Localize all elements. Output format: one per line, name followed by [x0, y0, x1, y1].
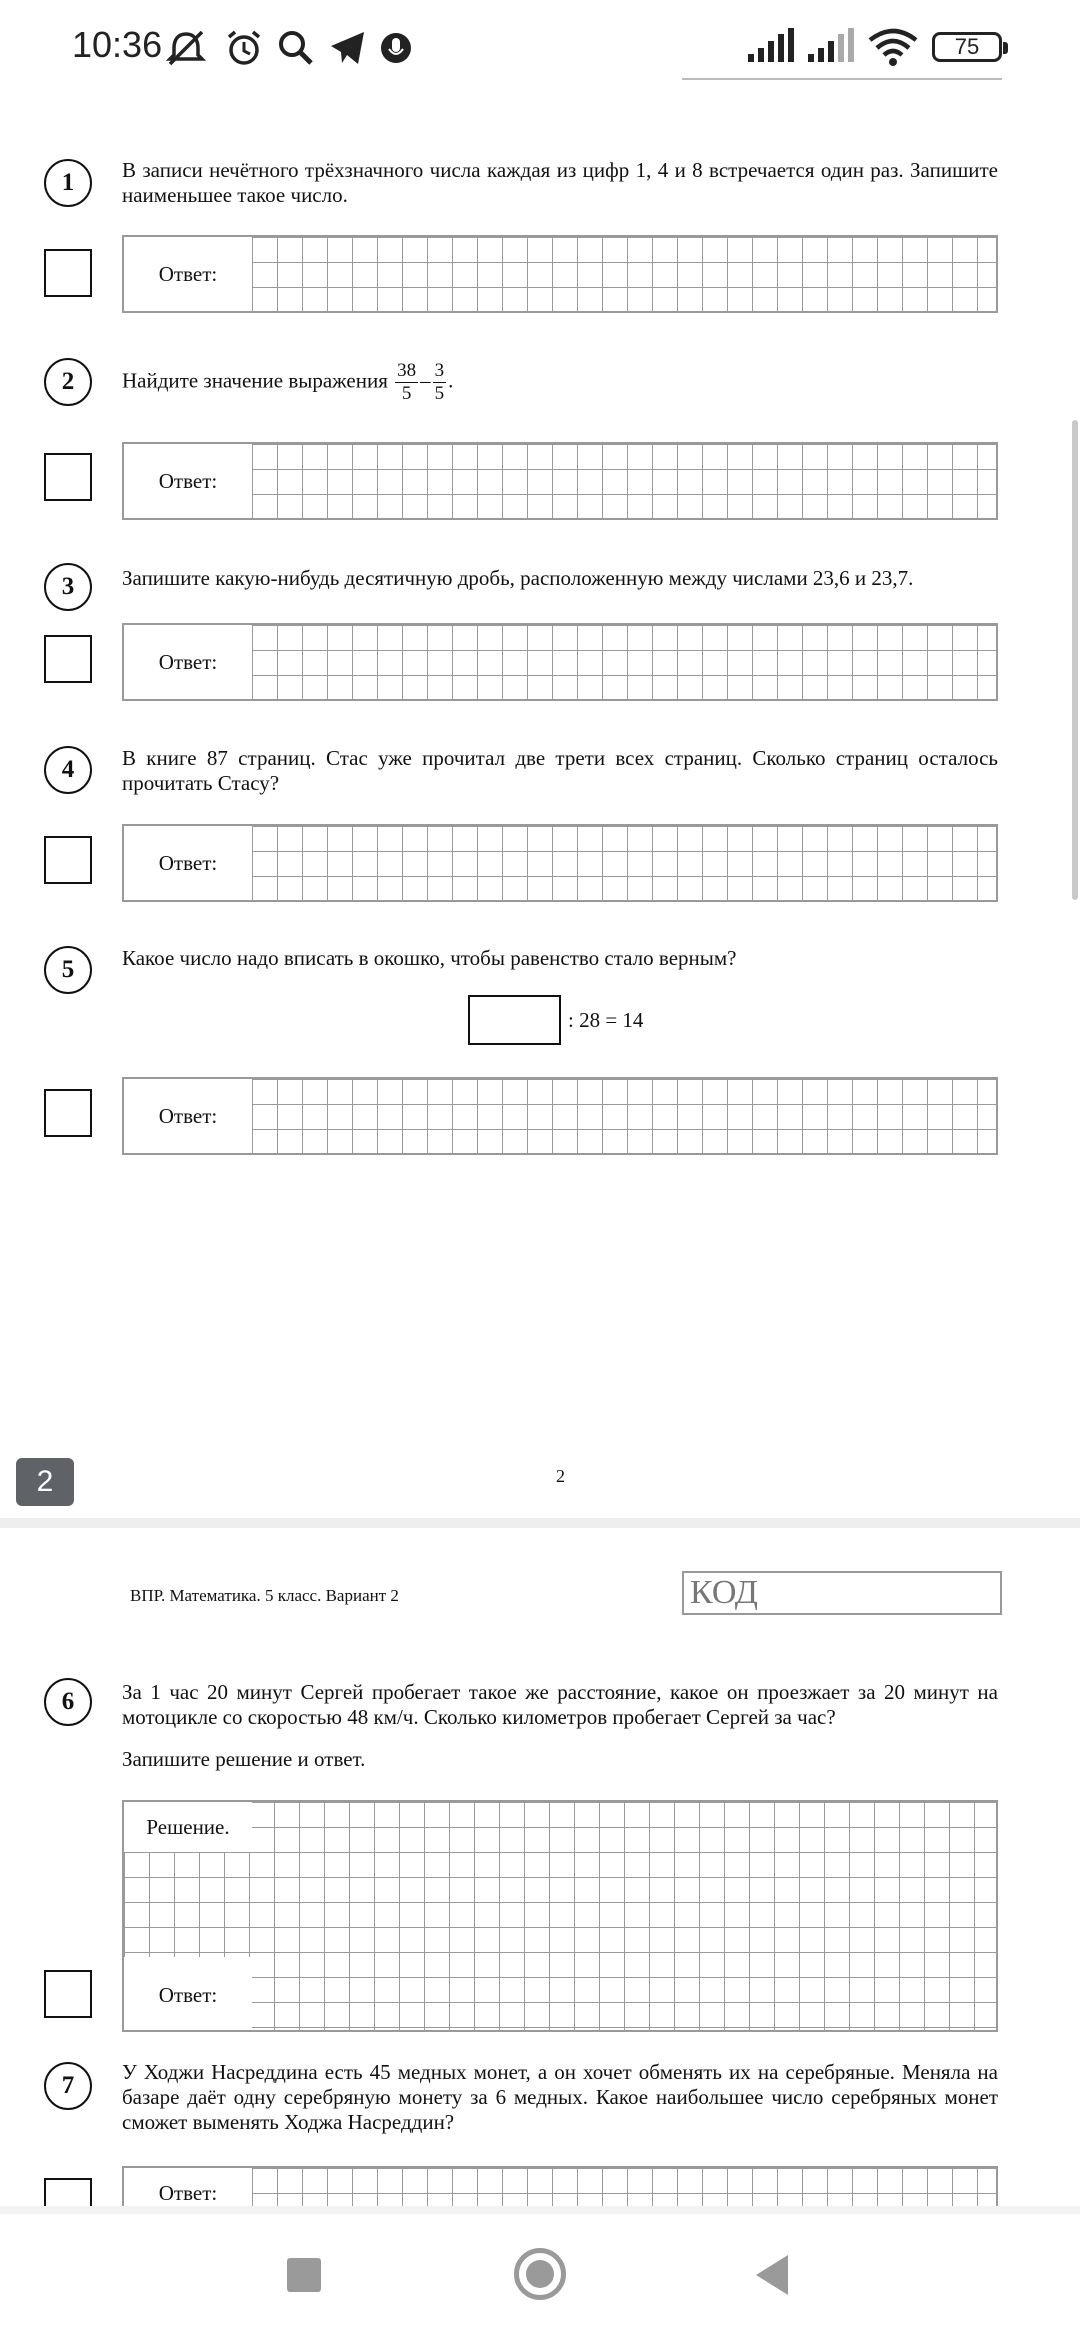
alarm-icon — [224, 28, 264, 73]
instruction-text: Запишите решение и ответ. — [122, 1747, 366, 1771]
search-icon — [276, 28, 316, 73]
answer-label: Ответ: — [124, 1957, 252, 2032]
period: . — [448, 368, 454, 393]
minus-sign: – — [420, 368, 431, 393]
question-text: В книге 87 страниц. Стас уже прочитал две трети всех страниц. Сколько страниц осталось прочитать Стасу? — [122, 746, 998, 795]
fraction — [395, 360, 418, 405]
question-text: Запишите какую-нибудь десятичную дробь, расположенную между числами 23,6 и 23,7. — [122, 566, 914, 590]
question-text: У Ходжи Насреддина есть 45 медных монет, а он хочет обменять их на серебряные. Меняла на базаре даёт одну серебряную монету за 6 медных. Какое наибольшее число серебряных монет сможет выменять Ходжа Насреддин? — [122, 2060, 998, 2134]
mic-icon — [378, 28, 414, 73]
question-number: 7 — [44, 2062, 92, 2110]
solution-label: Решение. — [124, 1802, 252, 1852]
numerator: 3 — [434, 360, 445, 381]
back-button[interactable] — [756, 2255, 788, 2295]
mute-icon — [164, 28, 208, 73]
signal-icon — [748, 28, 796, 69]
status-bar — [0, 0, 1080, 100]
divider — [0, 2206, 1080, 2214]
score-box — [44, 1970, 92, 2018]
denominator: 5 — [401, 383, 412, 404]
answer-label: Ответ: — [124, 237, 252, 311]
clock: 10:36 — [72, 24, 163, 65]
scrollbar[interactable] — [1072, 420, 1078, 900]
answer-grid[interactable] — [122, 2166, 998, 2206]
answer-label: Ответ: — [124, 2168, 252, 2206]
fraction — [433, 360, 447, 405]
question-number: 2 — [44, 358, 92, 406]
score-box — [44, 635, 92, 683]
answer-grid[interactable] — [122, 824, 998, 902]
equation-box — [468, 995, 561, 1045]
page-separator — [0, 1518, 1080, 1528]
answer-label: Ответ: — [124, 1079, 252, 1153]
question-text — [122, 360, 998, 405]
question-number: 4 — [44, 746, 92, 794]
solution-grid[interactable] — [122, 1800, 998, 2032]
score-box — [44, 453, 92, 501]
divider — [682, 78, 1002, 80]
wifi-icon — [868, 28, 918, 71]
recent-apps-button[interactable] — [287, 2258, 321, 2292]
answer-grid[interactable] — [122, 623, 998, 701]
question-number: 3 — [44, 563, 92, 611]
home-button[interactable] — [514, 2248, 566, 2300]
answer-grid[interactable] — [122, 442, 998, 520]
answer-label: Ответ: — [124, 625, 252, 699]
answer-grid[interactable] — [122, 235, 998, 313]
signal-icon — [808, 28, 856, 69]
question-number: 6 — [44, 1678, 92, 1726]
page-number: 2 — [556, 1466, 565, 1486]
question-text: Какое число надо вписать в окошко, чтобы равенство стало верным? — [122, 946, 737, 970]
equation: : 28 = 14 — [568, 1008, 644, 1032]
numerator: 38 — [397, 360, 417, 381]
question-text: За 1 час 20 минут Сергей пробегает такое же расстояние, какое он проезжает за 20 минут на мотоцикле со скоростью 48 км/ч. Сколько километров пробегает Сергей за час? — [122, 1680, 998, 1729]
score-box — [44, 1089, 92, 1137]
document-header: ВПР. Математика. 5 класс. Вариант 2 — [130, 1586, 399, 1605]
answer-label: Ответ: — [124, 826, 252, 900]
battery-indicator: 75 — [932, 32, 1002, 62]
question-text-prefix: Найдите значение выражения — [122, 368, 388, 393]
telegram-icon — [328, 28, 368, 73]
score-box — [44, 2178, 92, 2206]
score-box — [44, 249, 92, 297]
code-field: КОД — [682, 1571, 1002, 1615]
score-box — [44, 836, 92, 884]
denominator: 5 — [434, 383, 445, 404]
question-number: 5 — [44, 946, 92, 994]
question-number: 1 — [44, 159, 92, 207]
question-text: В записи нечётного трёхзначного числа каждая из цифр 1, 4 и 8 встречается один раз. Запишите наименьшее такое число. — [122, 158, 998, 207]
answer-label: Ответ: — [124, 444, 252, 518]
page-badge[interactable]: 2 — [16, 1458, 74, 1506]
answer-grid[interactable] — [122, 1077, 998, 1155]
